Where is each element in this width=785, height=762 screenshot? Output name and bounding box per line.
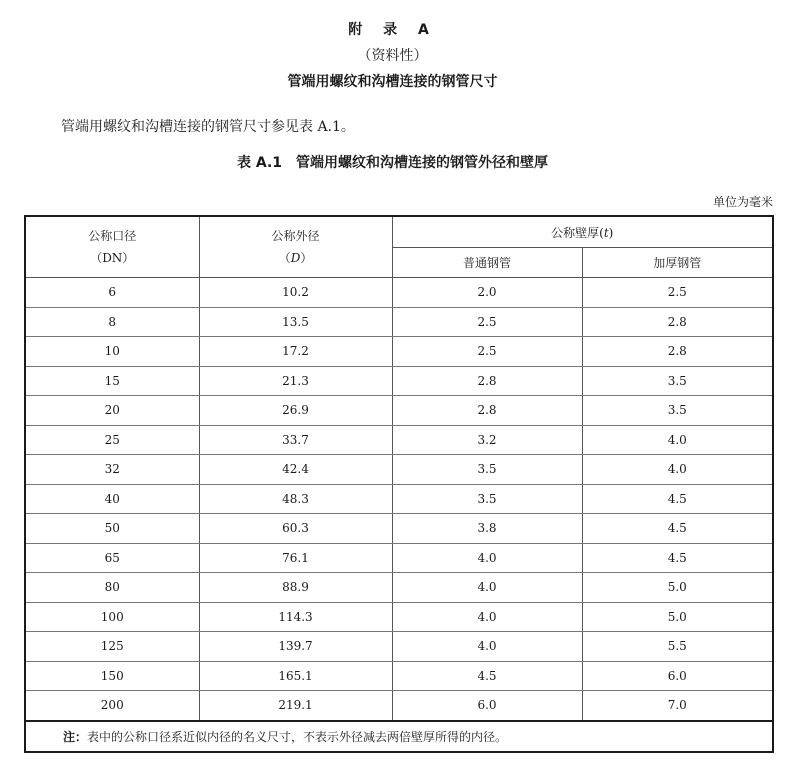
cell-thick-wall: 2.8 [582, 307, 773, 337]
cell-normal-wall: 2.0 [392, 278, 582, 308]
cell-thick-wall: 4.0 [582, 455, 773, 485]
cell-normal-wall: 3.5 [392, 484, 582, 514]
cell-nominal-diameter: 20 [25, 396, 199, 426]
header-normal-pipe: 普通钢管 [392, 248, 582, 278]
table-row [25, 543, 773, 573]
header-od-paren-close: ） [300, 251, 313, 265]
intro-paragraph: 管端用螺纹和沟槽连接的钢管尺寸参见表 A.1。 [61, 119, 355, 135]
cell-nominal-diameter: 25 [25, 425, 199, 455]
table-row [25, 278, 773, 308]
header-thick-pipe: 加厚钢管 [582, 248, 773, 278]
header-od-paren-open: （ [278, 251, 291, 265]
table-body [25, 278, 773, 721]
cell-nominal-diameter: 80 [25, 573, 199, 603]
header-dn-symbol: （DN） [90, 251, 135, 265]
cell-outer-diameter: 42.4 [199, 455, 392, 485]
cell-nominal-diameter: 125 [25, 632, 199, 662]
table-row [25, 632, 773, 662]
cell-outer-diameter: 33.7 [199, 425, 392, 455]
cell-normal-wall: 3.2 [392, 425, 582, 455]
cell-thick-wall: 6.0 [582, 661, 773, 691]
header-dn-label: 公称口径 [88, 229, 137, 243]
cell-nominal-diameter: 65 [25, 543, 199, 573]
table-row [25, 337, 773, 367]
cell-nominal-diameter: 8 [25, 307, 199, 337]
cell-normal-wall: 6.0 [392, 691, 582, 721]
cell-normal-wall: 2.5 [392, 337, 582, 367]
header-od-symbol-line [200, 247, 392, 269]
header-nominal-diameter [25, 216, 199, 278]
cell-nominal-diameter: 150 [25, 661, 199, 691]
table-row [25, 425, 773, 455]
cell-nominal-diameter: 40 [25, 484, 199, 514]
cell-normal-wall: 4.0 [392, 543, 582, 573]
cell-outer-diameter: 114.3 [199, 602, 392, 632]
header-wall-label: 公称壁厚( [551, 225, 604, 240]
header-od-label: 公称外径 [271, 229, 320, 243]
cell-normal-wall: 2.5 [392, 307, 582, 337]
cell-nominal-diameter: 6 [25, 278, 199, 308]
cell-thick-wall: 4.5 [582, 543, 773, 573]
cell-outer-diameter: 139.7 [199, 632, 392, 662]
cell-nominal-diameter: 10 [25, 337, 199, 367]
cell-normal-wall: 4.5 [392, 661, 582, 691]
table-row [25, 396, 773, 426]
table-row [25, 366, 773, 396]
table-note [25, 721, 773, 752]
cell-outer-diameter: 48.3 [199, 484, 392, 514]
header-wall-symbol: t [603, 225, 609, 240]
table-caption-title: 管端用螺纹和沟槽连接的钢管外径和壁厚 [296, 155, 549, 171]
cell-outer-diameter: 13.5 [199, 307, 392, 337]
cell-thick-wall: 4.0 [582, 425, 773, 455]
cell-thick-wall: 7.0 [582, 691, 773, 721]
cell-thick-wall: 3.5 [582, 396, 773, 426]
cell-outer-diameter: 60.3 [199, 514, 392, 544]
cell-thick-wall: 2.5 [582, 278, 773, 308]
cell-thick-wall: 3.5 [582, 366, 773, 396]
appendix-heading: 管端用螺纹和沟槽连接的钢管尺寸 [287, 74, 498, 90]
pipe-dimension-table [24, 215, 774, 753]
cell-thick-wall: 5.5 [582, 632, 773, 662]
cell-nominal-diameter: 100 [25, 602, 199, 632]
appendix-title: 附 录 A [348, 22, 437, 38]
cell-thick-wall: 5.0 [582, 573, 773, 603]
table-row [25, 661, 773, 691]
cell-outer-diameter: 76.1 [199, 543, 392, 573]
cell-normal-wall: 4.0 [392, 602, 582, 632]
cell-outer-diameter: 165.1 [199, 661, 392, 691]
cell-thick-wall: 2.8 [582, 337, 773, 367]
cell-nominal-diameter: 32 [25, 455, 199, 485]
cell-nominal-diameter: 50 [25, 514, 199, 544]
cell-normal-wall: 2.8 [392, 366, 582, 396]
table-row [25, 455, 773, 485]
cell-nominal-diameter: 15 [25, 366, 199, 396]
table-caption-number: 表 A.1 [236, 155, 283, 171]
header-od-symbol: D [290, 251, 301, 265]
header-outer-diameter [199, 216, 392, 278]
cell-normal-wall: 3.8 [392, 514, 582, 544]
cell-outer-diameter: 21.3 [199, 366, 392, 396]
cell-outer-diameter: 17.2 [199, 337, 392, 367]
table-row [25, 484, 773, 514]
note-label: 注： [63, 729, 88, 744]
header-wall-close: ) [608, 225, 614, 240]
cell-normal-wall: 4.0 [392, 632, 582, 662]
cell-outer-diameter: 88.9 [199, 573, 392, 603]
note-text: 表中的公称口径系近似内径的名义尺寸，不表示外径减去两倍壁厚所得的内径。 [87, 729, 508, 744]
table-row [25, 514, 773, 544]
unit-label: 单位为毫米 [712, 195, 773, 209]
cell-outer-diameter: 10.2 [199, 278, 392, 308]
cell-outer-diameter: 26.9 [199, 396, 392, 426]
table-row [25, 573, 773, 603]
cell-thick-wall: 4.5 [582, 484, 773, 514]
header-wall-thickness [392, 216, 773, 248]
table-row [25, 602, 773, 632]
cell-outer-diameter: 219.1 [199, 691, 392, 721]
table-caption [0, 152, 785, 172]
table-row [25, 691, 773, 721]
cell-thick-wall: 5.0 [582, 602, 773, 632]
table-row [25, 307, 773, 337]
cell-nominal-diameter: 200 [25, 691, 199, 721]
cell-normal-wall: 4.0 [392, 573, 582, 603]
appendix-category: （资料性） [357, 48, 428, 64]
cell-normal-wall: 3.5 [392, 455, 582, 485]
cell-normal-wall: 2.8 [392, 396, 582, 426]
cell-thick-wall: 4.5 [582, 514, 773, 544]
